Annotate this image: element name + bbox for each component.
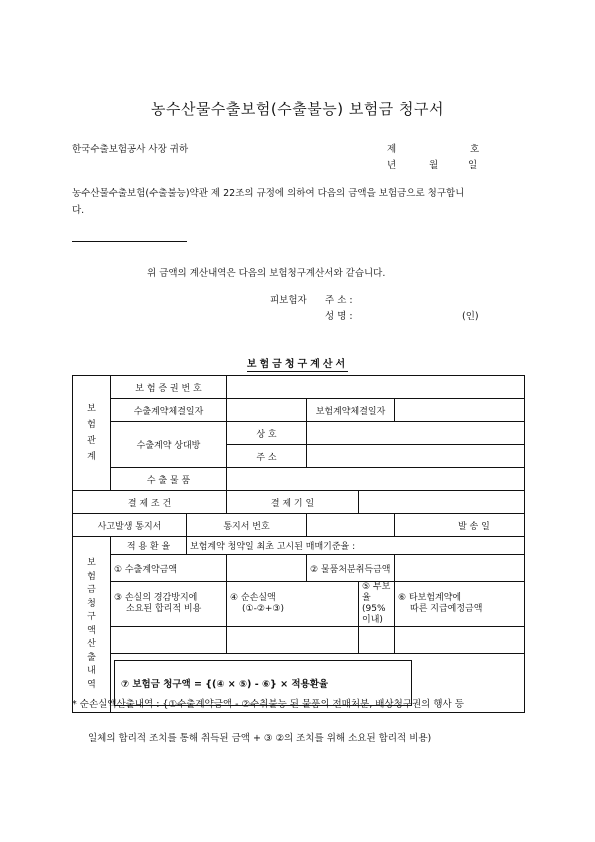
- disposal-amount-label: ② 물품처분취득금액: [307, 555, 395, 582]
- address-value[interactable]: [307, 445, 525, 468]
- date-year: 년: [387, 160, 397, 171]
- export-contract-amount-label: ① 수출계약금액: [111, 555, 227, 582]
- table-row: [73, 627, 525, 654]
- vertical-char: 액: [87, 625, 96, 636]
- other-insurance-label-line2: 따른 지급예정금액: [410, 604, 483, 614]
- table-row: [73, 555, 525, 582]
- table-row: [73, 422, 525, 445]
- net-loss-note: * 순손실액산출내역 : {①수출계약금액 - ②수취불능 된 물품의 전매처분, 배상청구권의 행사 등: [72, 699, 464, 710]
- vertical-char: 계: [87, 452, 96, 462]
- coverage-rate-label-line1: ⑤ 부보율: [362, 582, 391, 603]
- mitigation-cost-label: [111, 582, 227, 627]
- mitigation-cost-label-line2: 소요된 합리적 비용: [126, 604, 202, 614]
- date-month: 월: [429, 160, 439, 171]
- vertical-char: 역: [87, 679, 96, 690]
- insurance-relation-header: [73, 376, 111, 491]
- policy-no-value[interactable]: [227, 376, 525, 399]
- table-row: [73, 399, 525, 422]
- insurance-date-label: 보험계약체결일자: [307, 399, 395, 422]
- disposal-amount-value[interactable]: [395, 555, 525, 582]
- claim-text-line1: 농수산물수출보험(수출불능)약관 제 22조의 규정에 의하여 다음의 금액을 보험금으로 청구합니: [72, 188, 465, 199]
- calc-sheet-title-text: 보험금청구계산서: [246, 359, 349, 370]
- vertical-char: 험: [87, 571, 96, 582]
- mitigation-cost-value[interactable]: [111, 627, 227, 654]
- vertical-char: 금: [87, 585, 96, 595]
- signature-line: [72, 241, 187, 242]
- insurance-date-value[interactable]: [395, 399, 525, 422]
- doc-no-label: 제: [387, 144, 397, 155]
- insured-label: 피보험자: [270, 295, 307, 306]
- mitigation-cost-label-line1: ③ 손실의 경감방지에: [114, 593, 198, 603]
- date-day: 일: [468, 160, 478, 171]
- net-loss-label: [227, 582, 359, 627]
- exchange-rate-desc: 보험계약 청약일 최초 고시된 매매기준율 :: [187, 537, 525, 555]
- payment-due-value[interactable]: [359, 491, 525, 514]
- vertical-char: 보: [87, 404, 96, 414]
- calc-detail-header: [73, 537, 111, 713]
- coverage-rate-value[interactable]: [359, 627, 395, 654]
- addressee: 한국수출보험공사 사장 귀하: [72, 144, 189, 155]
- vertical-char: 내: [87, 666, 96, 676]
- document-title: 농수산물수출보험(수출불능) 보험금 청구서: [150, 100, 445, 118]
- policy-no-label: 보 험 증 권 번 호: [111, 376, 227, 399]
- accident-notice-label: 사고발생 통지서: [73, 514, 187, 537]
- contract-date-label: 수출계약체결일자: [111, 399, 227, 422]
- vertical-char: 관: [87, 436, 96, 446]
- calc-notice: 위 금액의 계산내역은 다음의 보험청구계산서와 같습니다.: [147, 268, 386, 279]
- table-row: [73, 468, 525, 491]
- table-row: [73, 514, 525, 537]
- contract-date-value[interactable]: [227, 399, 307, 422]
- vertical-char: 보: [87, 558, 96, 568]
- vertical-char: 험: [87, 420, 96, 430]
- goods-label: 수 출 물 품: [111, 468, 227, 491]
- seal-mark: (인): [462, 311, 479, 322]
- send-date-label: 발 송 일: [458, 521, 490, 532]
- calc-sheet-title: [0, 355, 595, 370]
- table-row: [73, 491, 525, 514]
- send-date-cell: [395, 514, 525, 537]
- address-label: 주 소: [227, 445, 307, 468]
- trade-name-label: 상 호: [227, 422, 307, 445]
- table-row: [73, 376, 525, 399]
- net-loss-value[interactable]: [227, 627, 359, 654]
- insured-address-label: 주 소 :: [325, 295, 353, 306]
- net-loss-label-line1: ④ 순손실액: [230, 593, 276, 603]
- insured-name-label: 성 명 :: [325, 311, 353, 322]
- coverage-rate-label: [359, 582, 395, 627]
- claim-calc-table: [72, 375, 525, 713]
- vertical-char: 출: [87, 652, 96, 663]
- doc-no-suffix: 호: [470, 144, 480, 155]
- other-insurance-label-line1: ⑥ 타보험계약에: [398, 593, 462, 603]
- notice-no-value[interactable]: [307, 514, 395, 537]
- goods-value[interactable]: [227, 468, 525, 491]
- claim-text-line2: 다.: [72, 205, 85, 216]
- other-insurance-label: [395, 582, 525, 627]
- coverage-rate-label-line2: (95% 이내): [362, 604, 386, 625]
- claim-amount-formula: ⑦ 보험금 청구액 = {(④ × ⑤) - ⑥} × 적용환율: [114, 660, 412, 706]
- exchange-rate-label: 적 용 환 율: [111, 537, 187, 555]
- other-insurance-value[interactable]: [395, 627, 525, 654]
- export-contract-amount-value[interactable]: [227, 555, 307, 582]
- net-loss-label-line2: (①-②+③): [242, 604, 285, 614]
- trade-name-value[interactable]: [307, 422, 525, 445]
- table-row: [73, 582, 525, 627]
- vertical-char: 산: [87, 639, 96, 649]
- notice-no-label: 통지서 번호: [187, 514, 307, 537]
- counterparty-label: 수출계약 상대방: [111, 422, 227, 468]
- vertical-char: 청: [87, 598, 96, 609]
- net-loss-note-cont: 일체의 합리적 조치를 통해 취득된 금액 + ③ ②의 조치를 위해 소요된 합리적 비용): [88, 733, 432, 744]
- vertical-char: 구: [87, 612, 96, 622]
- payment-terms-label: 결 제 조 건: [73, 491, 227, 514]
- payment-due-label: 결 제 기 일: [227, 491, 359, 514]
- table-row: [73, 537, 525, 555]
